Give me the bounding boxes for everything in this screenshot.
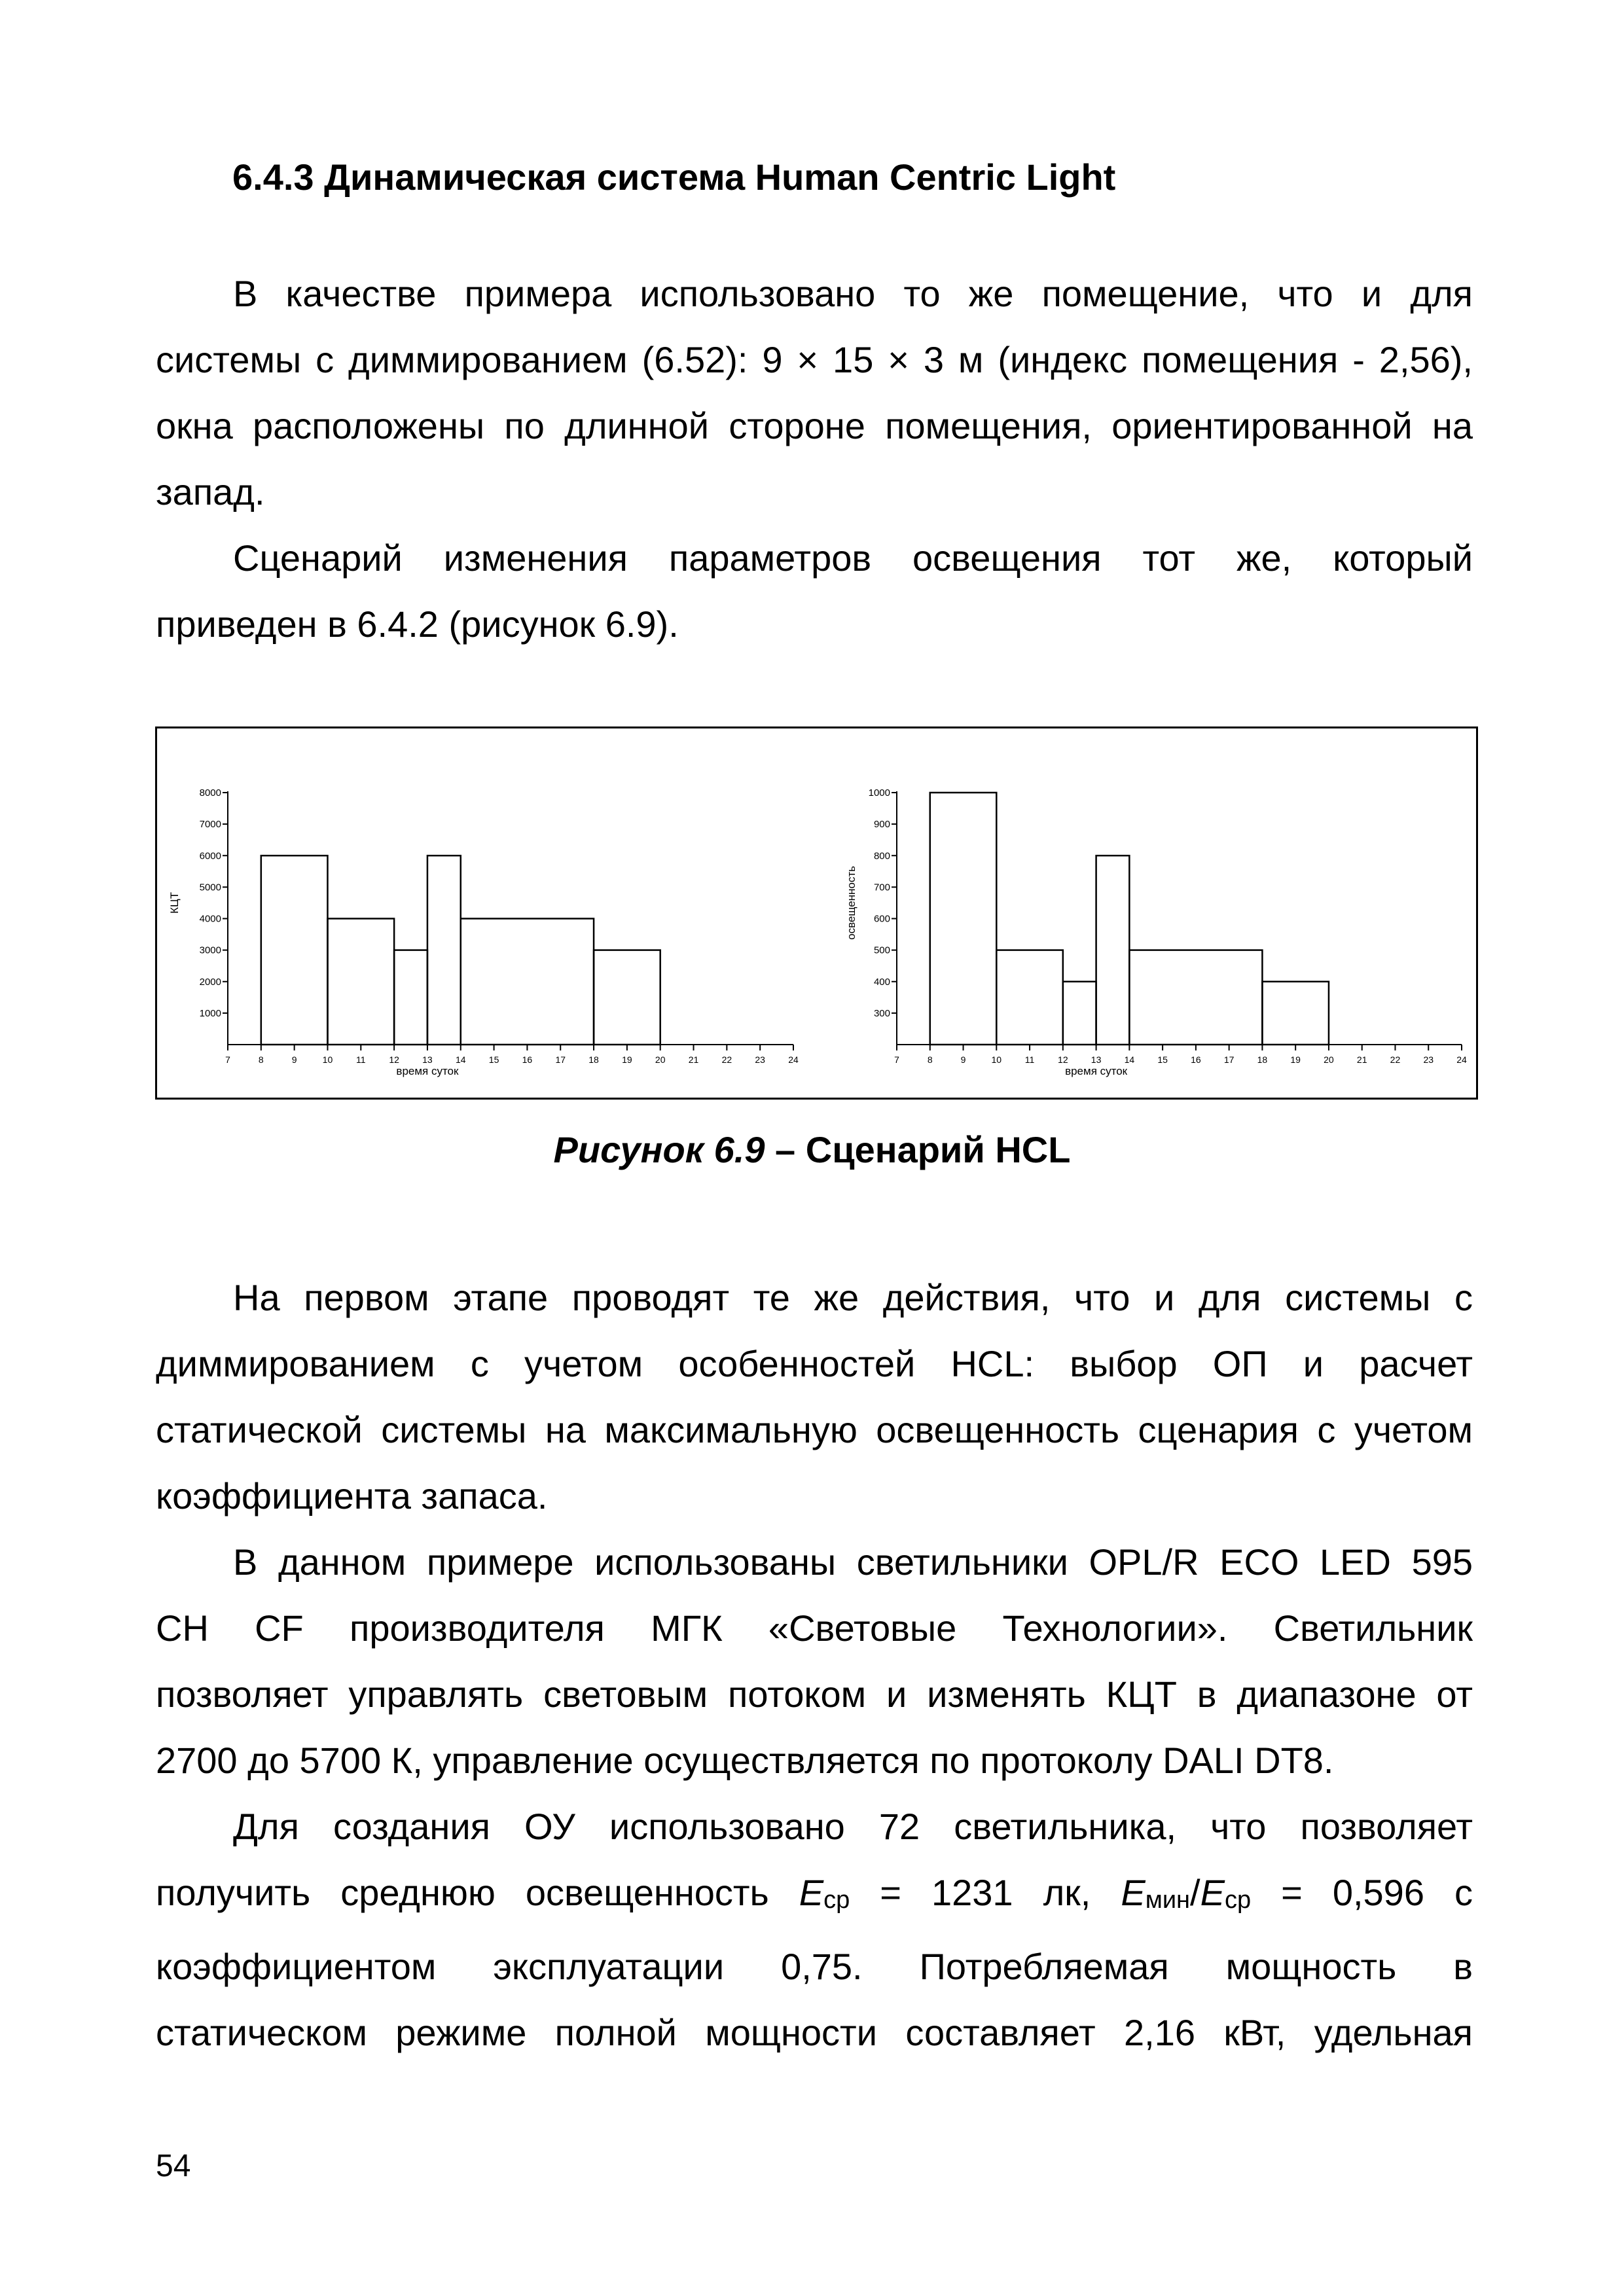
x-axis-label: время суток xyxy=(396,1065,459,1077)
subscript-sr: ср xyxy=(823,1886,850,1914)
x-tick-label: 20 xyxy=(1324,1054,1334,1065)
y-tick-label: 700 xyxy=(873,882,890,893)
x-tick-label: 21 xyxy=(1356,1054,1367,1065)
step-bar xyxy=(327,919,394,1045)
paragraph-first-stage xyxy=(156,1265,1473,1529)
text-line: 2700 до 5700 К, управление осуществляется по протоколу DALI DT8. xyxy=(156,1740,1334,1781)
y-tick-label: 600 xyxy=(873,913,890,925)
x-tick-label: 22 xyxy=(721,1054,732,1065)
text-line: статическом режиме полной мощности составляет 2,16 кВт, удельная xyxy=(156,2012,1473,2053)
x-tick-label: 21 xyxy=(688,1054,699,1065)
step-bar xyxy=(1096,855,1130,1045)
x-tick-label: 14 xyxy=(1124,1054,1135,1065)
x-tick-label: 16 xyxy=(522,1054,533,1065)
x-tick-label: 17 xyxy=(555,1054,566,1065)
x-tick-label: 17 xyxy=(1223,1054,1235,1065)
x-tick-label: 19 xyxy=(622,1054,632,1065)
text-segment: = 1231 лк, xyxy=(850,1872,1121,1913)
step-bar xyxy=(996,950,1063,1045)
x-tick-label: 11 xyxy=(356,1054,366,1065)
step-bar xyxy=(261,855,328,1045)
text-line: В качестве примера использовано то же помещение, что и для xyxy=(233,273,1473,314)
x-tick-label: 15 xyxy=(488,1054,499,1065)
y-tick-label: 6000 xyxy=(199,850,221,862)
x-tick-label: 12 xyxy=(1058,1054,1068,1065)
x-tick-label: 24 xyxy=(788,1054,799,1065)
x-tick-label: 13 xyxy=(422,1054,433,1065)
text-line: коэффициента запаса. xyxy=(156,1475,548,1516)
text-line: системы с диммированием (6.52): 9 × 15 × 3 м (индекс помещения - 2,56), xyxy=(156,339,1473,380)
x-tick-label: 24 xyxy=(1456,1054,1467,1065)
page-number: 54 xyxy=(156,2149,191,2183)
x-tick-label: 10 xyxy=(322,1054,333,1065)
text-line: статической системы на максимальную освещенность сценария с учетом xyxy=(156,1409,1473,1450)
step-bar xyxy=(1262,982,1329,1045)
subscript-min: мин xyxy=(1145,1886,1191,1914)
text-line: коэффициентом эксплуатации 0,75. Потребляемая мощность в xyxy=(156,1946,1473,1987)
text-line: На первом этапе проводят те же действия, что и для системы с xyxy=(233,1277,1473,1318)
text-line: окна расположены по длинной стороне помещения, ориентированной на xyxy=(156,405,1473,446)
x-tick-label: 18 xyxy=(1257,1054,1268,1065)
y-tick-label: 3000 xyxy=(199,944,221,956)
section-heading: 6.4.3 Динамическая система Human Centric Light xyxy=(232,156,1116,198)
charts-canvas xyxy=(157,728,1480,1102)
x-axis-label: время суток xyxy=(1065,1065,1128,1077)
x-tick-label: 7 xyxy=(894,1054,899,1065)
text-line: CH CF производителя МГК «Световые Технологии». Светильник xyxy=(156,1607,1473,1649)
text-line: Для создания ОУ использовано 72 светильника, что позволяет xyxy=(233,1806,1473,1847)
text-line: позволяет управлять световым потоком и изменять КЦТ в диапазоне от xyxy=(156,1674,1473,1715)
paragraph-luminaires xyxy=(156,1529,1473,1793)
x-tick-label: 20 xyxy=(655,1054,666,1065)
step-bar xyxy=(1129,950,1262,1045)
text-line: запад. xyxy=(156,471,265,512)
step-bar xyxy=(427,855,461,1045)
y-tick-label: 800 xyxy=(873,850,890,862)
text-line: приведен в 6.4.2 (рисунок 6.9). xyxy=(156,603,679,645)
figure-caption-label: Рисунок 6.9 xyxy=(553,1129,765,1170)
step-bar xyxy=(930,793,997,1045)
y-tick-label: 4000 xyxy=(199,913,221,925)
figure-caption-text: – Сценарий HCL xyxy=(765,1129,1071,1170)
x-tick-label: 22 xyxy=(1390,1054,1401,1065)
x-tick-label: 23 xyxy=(755,1054,765,1065)
y-tick-label: 1000 xyxy=(868,787,890,798)
step-bar xyxy=(594,950,660,1045)
text-line-formula xyxy=(156,1859,1473,1933)
step-bar xyxy=(461,919,594,1045)
text-line: Сценарий изменения параметров освещения тот же, который xyxy=(233,537,1473,579)
symbol-e: E xyxy=(1200,1872,1225,1913)
x-tick-label: 8 xyxy=(927,1054,933,1065)
text-segment: = 0,596 с xyxy=(1251,1872,1473,1913)
y-axis-label: освещенность xyxy=(845,866,857,940)
y-tick-label: 5000 xyxy=(199,882,221,893)
text-line: В данном примере использованы светильники OPL/R ECO LED 595 xyxy=(233,1541,1473,1583)
y-tick-label: 900 xyxy=(873,819,890,831)
subscript-sr: ср xyxy=(1224,1886,1252,1914)
symbol-e: E xyxy=(1121,1872,1146,1913)
text-line: диммированием с учетом особенностей HCL: выбор ОП и расчет xyxy=(156,1343,1473,1384)
text-segment: получить среднюю освещенность xyxy=(156,1872,799,1913)
x-tick-label: 8 xyxy=(258,1054,264,1065)
x-tick-label: 18 xyxy=(588,1054,599,1065)
text-segment: / xyxy=(1190,1872,1200,1913)
x-tick-label: 19 xyxy=(1290,1054,1301,1065)
x-tick-label: 7 xyxy=(225,1054,230,1065)
x-tick-label: 10 xyxy=(991,1054,1002,1065)
x-tick-label: 23 xyxy=(1423,1054,1434,1065)
y-tick-label: 300 xyxy=(873,1007,890,1019)
step-bar xyxy=(394,950,427,1045)
y-tick-label: 8000 xyxy=(199,787,221,798)
y-tick-label: 1000 xyxy=(199,1007,221,1019)
figure-hcl-scenario xyxy=(155,726,1478,1100)
x-tick-label: 16 xyxy=(1191,1054,1201,1065)
x-tick-label: 9 xyxy=(960,1054,966,1065)
x-tick-label: 9 xyxy=(291,1054,297,1065)
y-tick-label: 7000 xyxy=(199,819,221,831)
figure-caption xyxy=(0,1127,1624,1173)
x-tick-label: 11 xyxy=(1024,1054,1035,1065)
y-axis-label: КЦТ xyxy=(168,892,181,914)
x-tick-label: 13 xyxy=(1091,1054,1102,1065)
paragraph-lighting-installation xyxy=(156,1793,1473,2066)
y-tick-label: 400 xyxy=(873,976,890,988)
paragraph-room-description xyxy=(156,260,1473,525)
x-tick-label: 12 xyxy=(389,1054,399,1065)
y-tick-label: 500 xyxy=(873,944,890,956)
symbol-e: E xyxy=(799,1872,824,1913)
step-bar xyxy=(1063,982,1096,1045)
paragraph-scenario xyxy=(156,525,1473,657)
x-tick-label: 14 xyxy=(455,1054,466,1065)
x-tick-label: 15 xyxy=(1157,1054,1168,1065)
y-tick-label: 2000 xyxy=(199,976,221,988)
